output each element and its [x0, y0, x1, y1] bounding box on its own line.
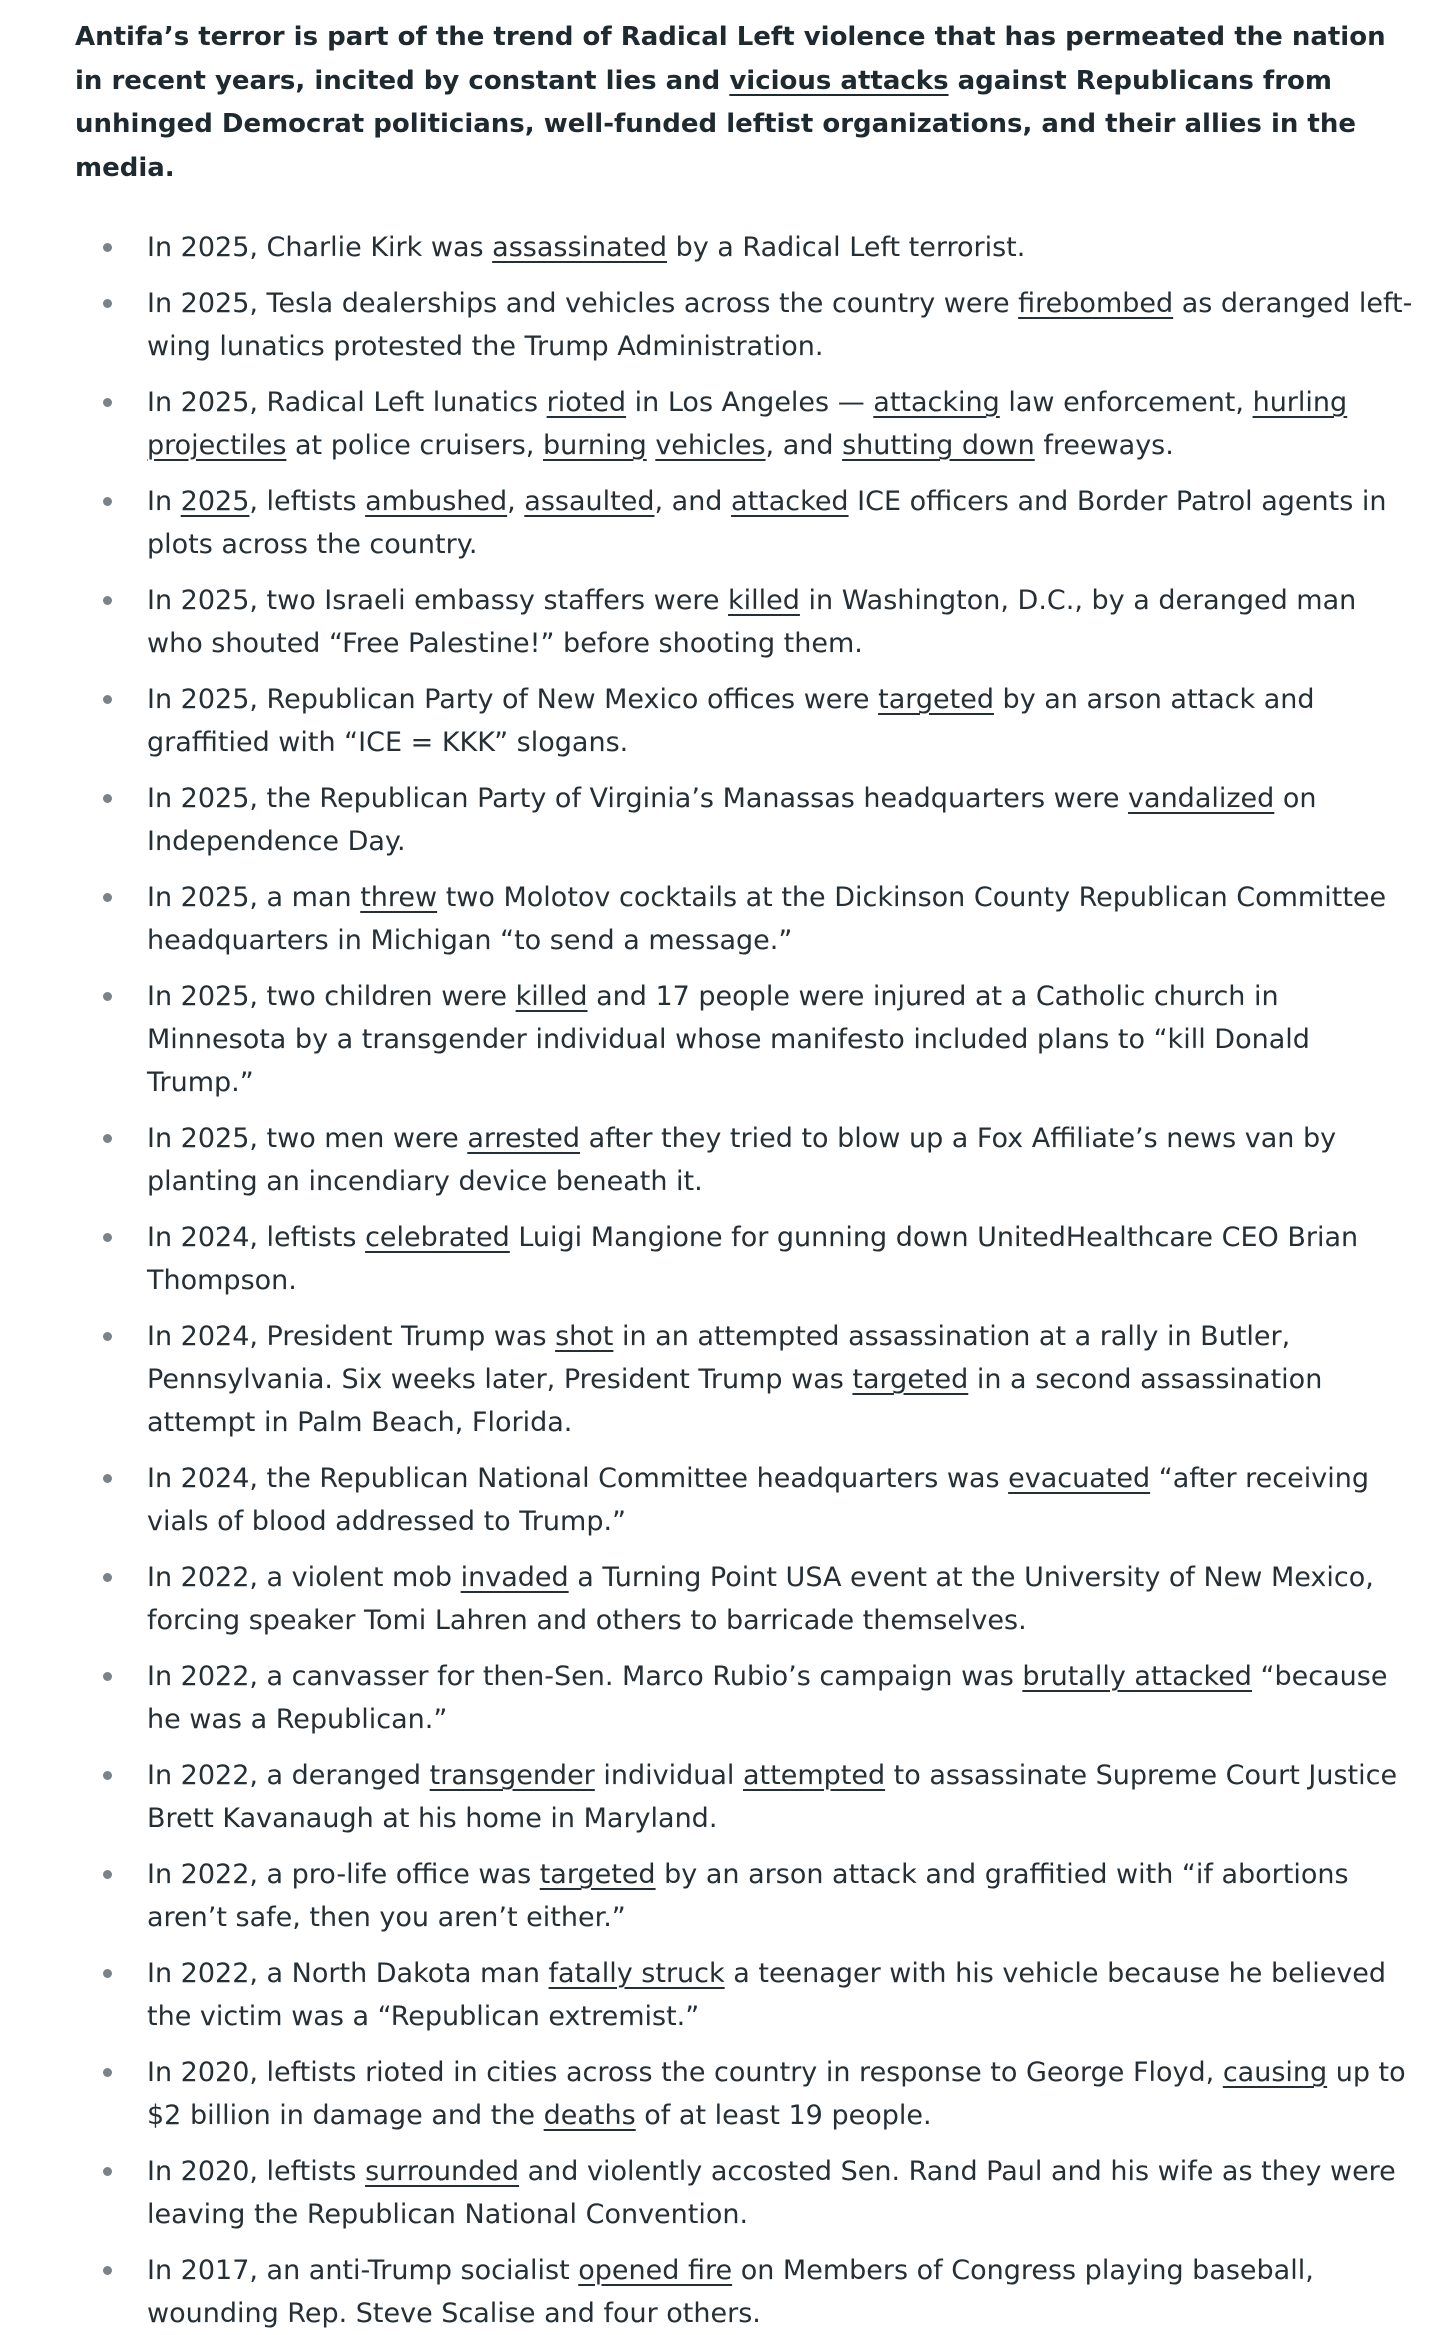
- inline-link[interactable]: celebrated: [365, 1222, 510, 1253]
- inline-link[interactable]: vehicles: [655, 430, 766, 461]
- text-segment: In 2022, a deranged: [147, 1760, 430, 1791]
- bullet-icon: [103, 893, 112, 902]
- text-segment: In 2025, Republican Party of New Mexico offices were: [147, 684, 879, 715]
- text-segment: In 2024, the Republican National Committee headquarters was: [147, 1463, 1009, 1494]
- text-segment: “after receiving vials of blood addressed to Trump.”: [147, 1463, 1369, 1537]
- text-segment: in an attempted assassination at a rally in Butler, Pennsylvania. Six weeks later, President Trump was: [147, 1321, 1291, 1395]
- text-segment: individual: [594, 1760, 743, 1791]
- bullet-icon: [103, 1474, 112, 1483]
- inline-link[interactable]: fatally struck: [548, 1958, 725, 1989]
- text-segment: law enforcement,: [999, 387, 1253, 418]
- list-item: [75, 1754, 1416, 1840]
- text-segment: by an arson attack and graffitied with “ICE = KKK” slogans.: [147, 684, 1315, 758]
- inline-link[interactable]: rioted: [546, 387, 627, 418]
- inline-link[interactable]: transgender: [429, 1760, 595, 1791]
- list-item: [75, 2150, 1416, 2236]
- bullet-icon: [103, 695, 112, 704]
- text-segment: on Independence Day.: [147, 783, 1317, 857]
- inline-link[interactable]: threw: [360, 882, 438, 913]
- bullet-icon: [103, 1771, 112, 1780]
- text-segment: after they tried to blow up a Fox Affiliate’s news van by planting an incendiary device beneath it.: [147, 1123, 1337, 1197]
- list-item: [75, 579, 1416, 665]
- list-item: [75, 282, 1416, 368]
- text-segment: ICE officers and Border Patrol agents in plots across the country.: [147, 486, 1387, 560]
- text-segment: Luigi Mangione for gunning down UnitedHealthcare CEO Brian Thompson.: [147, 1222, 1359, 1296]
- list-item: [75, 226, 1416, 269]
- text-segment: in a second assassination attempt in Palm Beach, Florida.: [147, 1364, 1323, 1438]
- text-segment: a Turning Point USA event at the University of New Mexico, forcing speaker Tomi Lahren and others to barricade themselves.: [147, 1562, 1374, 1636]
- text-segment: and violently accosted Sen. Rand Paul and his wife as they were leaving the Republican National Convention.: [147, 2156, 1396, 2230]
- bullet-icon: [103, 1870, 112, 1879]
- list-item: [75, 1117, 1416, 1203]
- text-segment: In: [147, 486, 181, 517]
- bullet-icon: [103, 1332, 112, 1341]
- text-segment: in Los Angeles —: [626, 387, 874, 418]
- text-segment: In 2020, leftists: [147, 2156, 366, 2187]
- inline-link[interactable]: ambushed: [365, 486, 508, 517]
- text-segment: In 2025, two Israeli embassy staffers were: [147, 585, 729, 616]
- text-segment: freeways.: [1034, 430, 1174, 461]
- inline-link[interactable]: vandalized: [1128, 783, 1275, 814]
- list-item: [75, 678, 1416, 764]
- bullet-icon: [103, 1573, 112, 1582]
- inline-link[interactable]: brutally attacked: [1022, 1661, 1252, 1692]
- list-item: [75, 1556, 1416, 1642]
- list-item: [75, 1655, 1416, 1741]
- inline-link[interactable]: opened fire: [578, 2255, 733, 2286]
- text-segment: on Members of Congress playing baseball, wounding Rep. Steve Scalise and four others.: [147, 2255, 1314, 2329]
- text-segment: In 2020, leftists rioted in cities across the country in response to George Floyd,: [147, 2057, 1223, 2088]
- bullet-icon: [103, 2167, 112, 2176]
- inline-link[interactable]: 2025: [180, 486, 250, 517]
- list-item: [75, 2249, 1416, 2335]
- bullet-icon: [103, 1969, 112, 1978]
- inline-link[interactable]: killed: [728, 585, 800, 616]
- bullet-icon: [103, 299, 112, 308]
- list-item: [75, 1853, 1416, 1939]
- text-segment: of at least 19 people.: [635, 2100, 932, 2131]
- inline-link[interactable]: shutting down: [842, 430, 1035, 461]
- inline-link[interactable]: evacuated: [1008, 1463, 1151, 1494]
- inline-link[interactable]: targeted: [878, 684, 994, 715]
- text-segment: at police cruisers,: [286, 430, 543, 461]
- inline-link[interactable]: attacking: [873, 387, 1000, 418]
- list-item: [75, 480, 1416, 566]
- text-segment: In 2022, a pro-life office was: [147, 1859, 540, 1890]
- list-item: [75, 1952, 1416, 2038]
- bullet-icon: [103, 2068, 112, 2077]
- list-item: [75, 975, 1416, 1104]
- text-segment: In 2022, a North Dakota man: [147, 1958, 549, 1989]
- bullet-icon: [103, 1672, 112, 1681]
- text-segment: In 2025, two men were: [147, 1123, 468, 1154]
- text-segment: by a Radical Left terrorist.: [667, 232, 1026, 263]
- inline-link[interactable]: assaulted: [524, 486, 655, 517]
- bullet-icon: [103, 992, 112, 1001]
- list-item: [75, 876, 1416, 962]
- text-segment: In 2024, leftists: [147, 1222, 366, 1253]
- text-segment: In 2025, Charlie Kirk was: [147, 232, 493, 263]
- list-item: [75, 2051, 1416, 2137]
- text-segment: In 2025, two children were: [147, 981, 516, 1012]
- text-segment: In 2022, a canvasser for then-Sen. Marco Rubio’s campaign was: [147, 1661, 1023, 1692]
- text-segment: in Washington, D.C., by a deranged man who shouted “Free Palestine!” before shooting them.: [147, 585, 1357, 659]
- inline-link[interactable]: invaded: [460, 1562, 569, 1593]
- text-segment: In 2025, the Republican Party of Virginia’s Manassas headquarters were: [147, 783, 1129, 814]
- bullet-icon: [103, 497, 112, 506]
- text-segment: In 2017, an anti-Trump socialist: [147, 2255, 579, 2286]
- text-segment: , and: [765, 430, 843, 461]
- bullet-icon: [103, 2266, 112, 2275]
- inline-link[interactable]: causing: [1222, 2057, 1328, 2088]
- incident-list: [75, 226, 1416, 2335]
- inline-link[interactable]: vicious attacks: [729, 65, 949, 96]
- inline-link[interactable]: targeted: [852, 1364, 969, 1395]
- inline-link[interactable]: shot: [555, 1321, 614, 1352]
- inline-link[interactable]: arrested: [467, 1123, 581, 1154]
- text-segment: , leftists: [249, 486, 366, 517]
- text-segment: ,: [507, 486, 525, 517]
- text-segment: “because he was a Republican.”: [147, 1661, 1388, 1735]
- text-segment: In 2025, Tesla dealerships and vehicles across the country were: [147, 288, 1019, 319]
- inline-link[interactable]: attacked: [731, 486, 849, 517]
- text-segment: , and: [654, 486, 732, 517]
- inline-link[interactable]: hurling projectiles: [147, 387, 1348, 461]
- text-segment: up to $2 billion in damage and the: [147, 2057, 1406, 2131]
- list-item: [75, 1216, 1416, 1302]
- text-segment: and 17 people were injured at a Catholic church in Minnesota by a transgender individual whose manifesto included plans to “kill Donald Trump.”: [147, 981, 1310, 1098]
- text-segment: a teenager with his vehicle because he believed the victim was a “Republican extremist.”: [147, 1958, 1387, 2032]
- inline-link[interactable]: burning: [542, 430, 647, 461]
- text-segment: to assassinate Supreme Court Justice Brett Kavanaugh at his home in Maryland.: [147, 1760, 1398, 1834]
- inline-link[interactable]: surrounded: [365, 2156, 520, 2187]
- list-item: [75, 777, 1416, 863]
- text-segment: In 2025, a man: [147, 882, 361, 913]
- text-segment: In 2022, a violent mob: [147, 1562, 461, 1593]
- list-item: [75, 1457, 1416, 1543]
- inline-link[interactable]: attempted: [742, 1760, 886, 1791]
- bullet-icon: [103, 1134, 112, 1143]
- text-segment: against Republicans from unhinged Democrat politicians, well-funded leftist organizations, and their allies in the media.: [75, 65, 1356, 183]
- inline-link[interactable]: killed: [515, 981, 588, 1012]
- inline-link[interactable]: targeted: [539, 1859, 656, 1890]
- bullet-icon: [103, 596, 112, 605]
- bullet-icon: [103, 794, 112, 803]
- text-segment: two Molotov cocktails at the Dickinson County Republican Committee headquarters in Michigan “to send a message.”: [147, 882, 1387, 956]
- intro-paragraph: [75, 16, 1416, 190]
- inline-link[interactable]: assassinated: [492, 232, 668, 263]
- list-item: [75, 381, 1416, 467]
- inline-link[interactable]: firebombed: [1018, 288, 1174, 319]
- text-segment: In 2025, Radical Left lunatics: [147, 387, 547, 418]
- list-item: [75, 1315, 1416, 1444]
- bullet-icon: [103, 243, 112, 252]
- text-segment: Antifa’s terror is part of the trend of Radical Left violence that has permeated the nation in recent years, incited by constant lies and: [75, 22, 1386, 96]
- text-segment: as deranged left-wing lunatics protested the Trump Administration.: [147, 288, 1413, 362]
- bullet-icon: [103, 398, 112, 407]
- bullet-icon: [103, 1233, 112, 1242]
- text-segment: In 2024, President Trump was: [147, 1321, 556, 1352]
- text-segment: by an arson attack and graffitied with “if abortions aren’t safe, then you aren’t either.”: [147, 1859, 1349, 1933]
- inline-link[interactable]: deaths: [543, 2100, 636, 2131]
